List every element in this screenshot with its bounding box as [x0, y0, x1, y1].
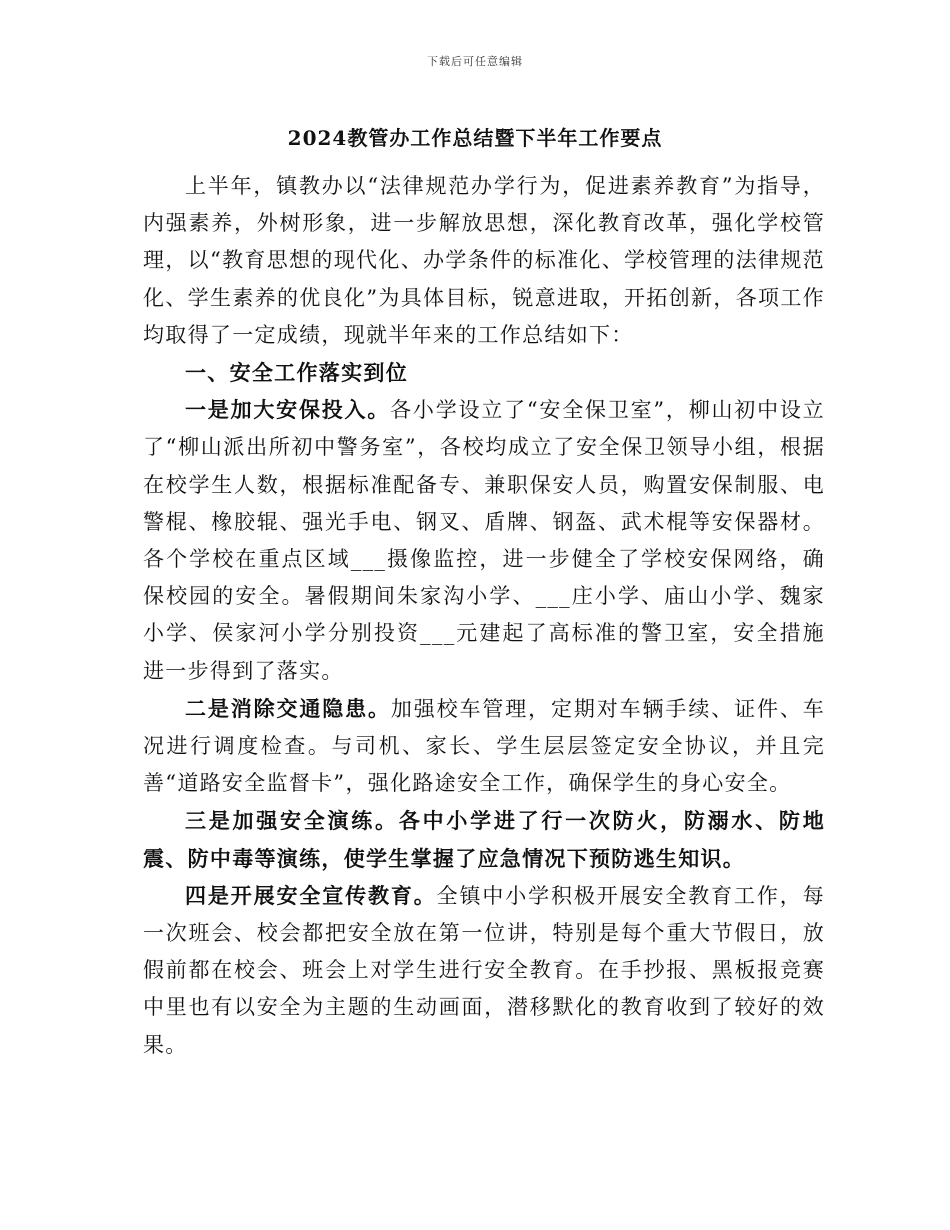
section-heading-safety: 一、安全工作落实到位 [185, 360, 408, 386]
intro-paragraph: 上半年，镇教办以“法律规范办学行为，促进素养教育”为指导，内强素养，外树形象，进一步解放思想，深化教育改革，强化学校管理，以“教育思想的现代化、办学条件的标准化、学校管理的法律规范化、学生素养的优良化”为具体目标，锐意进取，开拓创新，各项工作均取得了一定成绩，现就半年来的工作总结如下： [143, 174, 825, 347]
paragraph-lead: 一是加大安保投入。 [185, 397, 391, 423]
paragraph-safety-drills: 三是加强安全演练。各中小学进了行一次防火，防溺水、防地震、防中毒等演练，使学生掌握了应急情况下预防逃生知识。 [143, 808, 825, 871]
paragraph-traffic-safety [143, 690, 825, 803]
paragraph-body: 加强校车管理，定期对车辆手续、证件、车况进行调度检查。与司机、家长、学生层层签定安全协议，并且完善“道路安全监督卡”，强化路途安全工作，确保学生的身心安全。 [143, 696, 826, 796]
paragraph-lead: 二是消除交通隐患。 [185, 695, 391, 721]
document-title: 2024教管办工作总结暨下半年工作要点 [287, 126, 663, 150]
paragraph-lead: 四是开展安全宣传教育。 [185, 882, 437, 908]
header-note: 下载后可任意编辑 [427, 55, 523, 68]
paragraph-body: 全镇中小学积极开展安全教育工作，每一次班会、校会都把安全放在第一位讲，特别是每个重大节假日，放假前都在校会、班会上对学生进行安全教育。在手抄报、黑板报竞赛中里也有以安全为主题的生动画面，潜移默化的教育收到了较好的效果。 [143, 883, 825, 1057]
paragraph-security-investment [143, 391, 825, 690]
paragraph-safety-education [143, 877, 825, 1064]
paragraph-body: 各小学设立了“安全保卫室”，柳山初中设立了“柳山派出所初中警务室”，各校均成立了安全保卫领导小组，根据在校学生人数，根据标准配备专、兼职保安人员，购置安保制服、电警棍、橡胶辊、强光手电、钢叉、盾牌、钢盔、武术棍等安保器材。各个学校在重点区域___摄像监控，进一步健全了学校安保网络，确保校园的安全。暑假期间朱家沟小学、___庄小学、庙山小学、魏家小学、侯家河小学分别投资___元建起了高标准的警卫室，安全措施进一步得到了落实。 [143, 398, 825, 683]
document-body [143, 168, 825, 1064]
